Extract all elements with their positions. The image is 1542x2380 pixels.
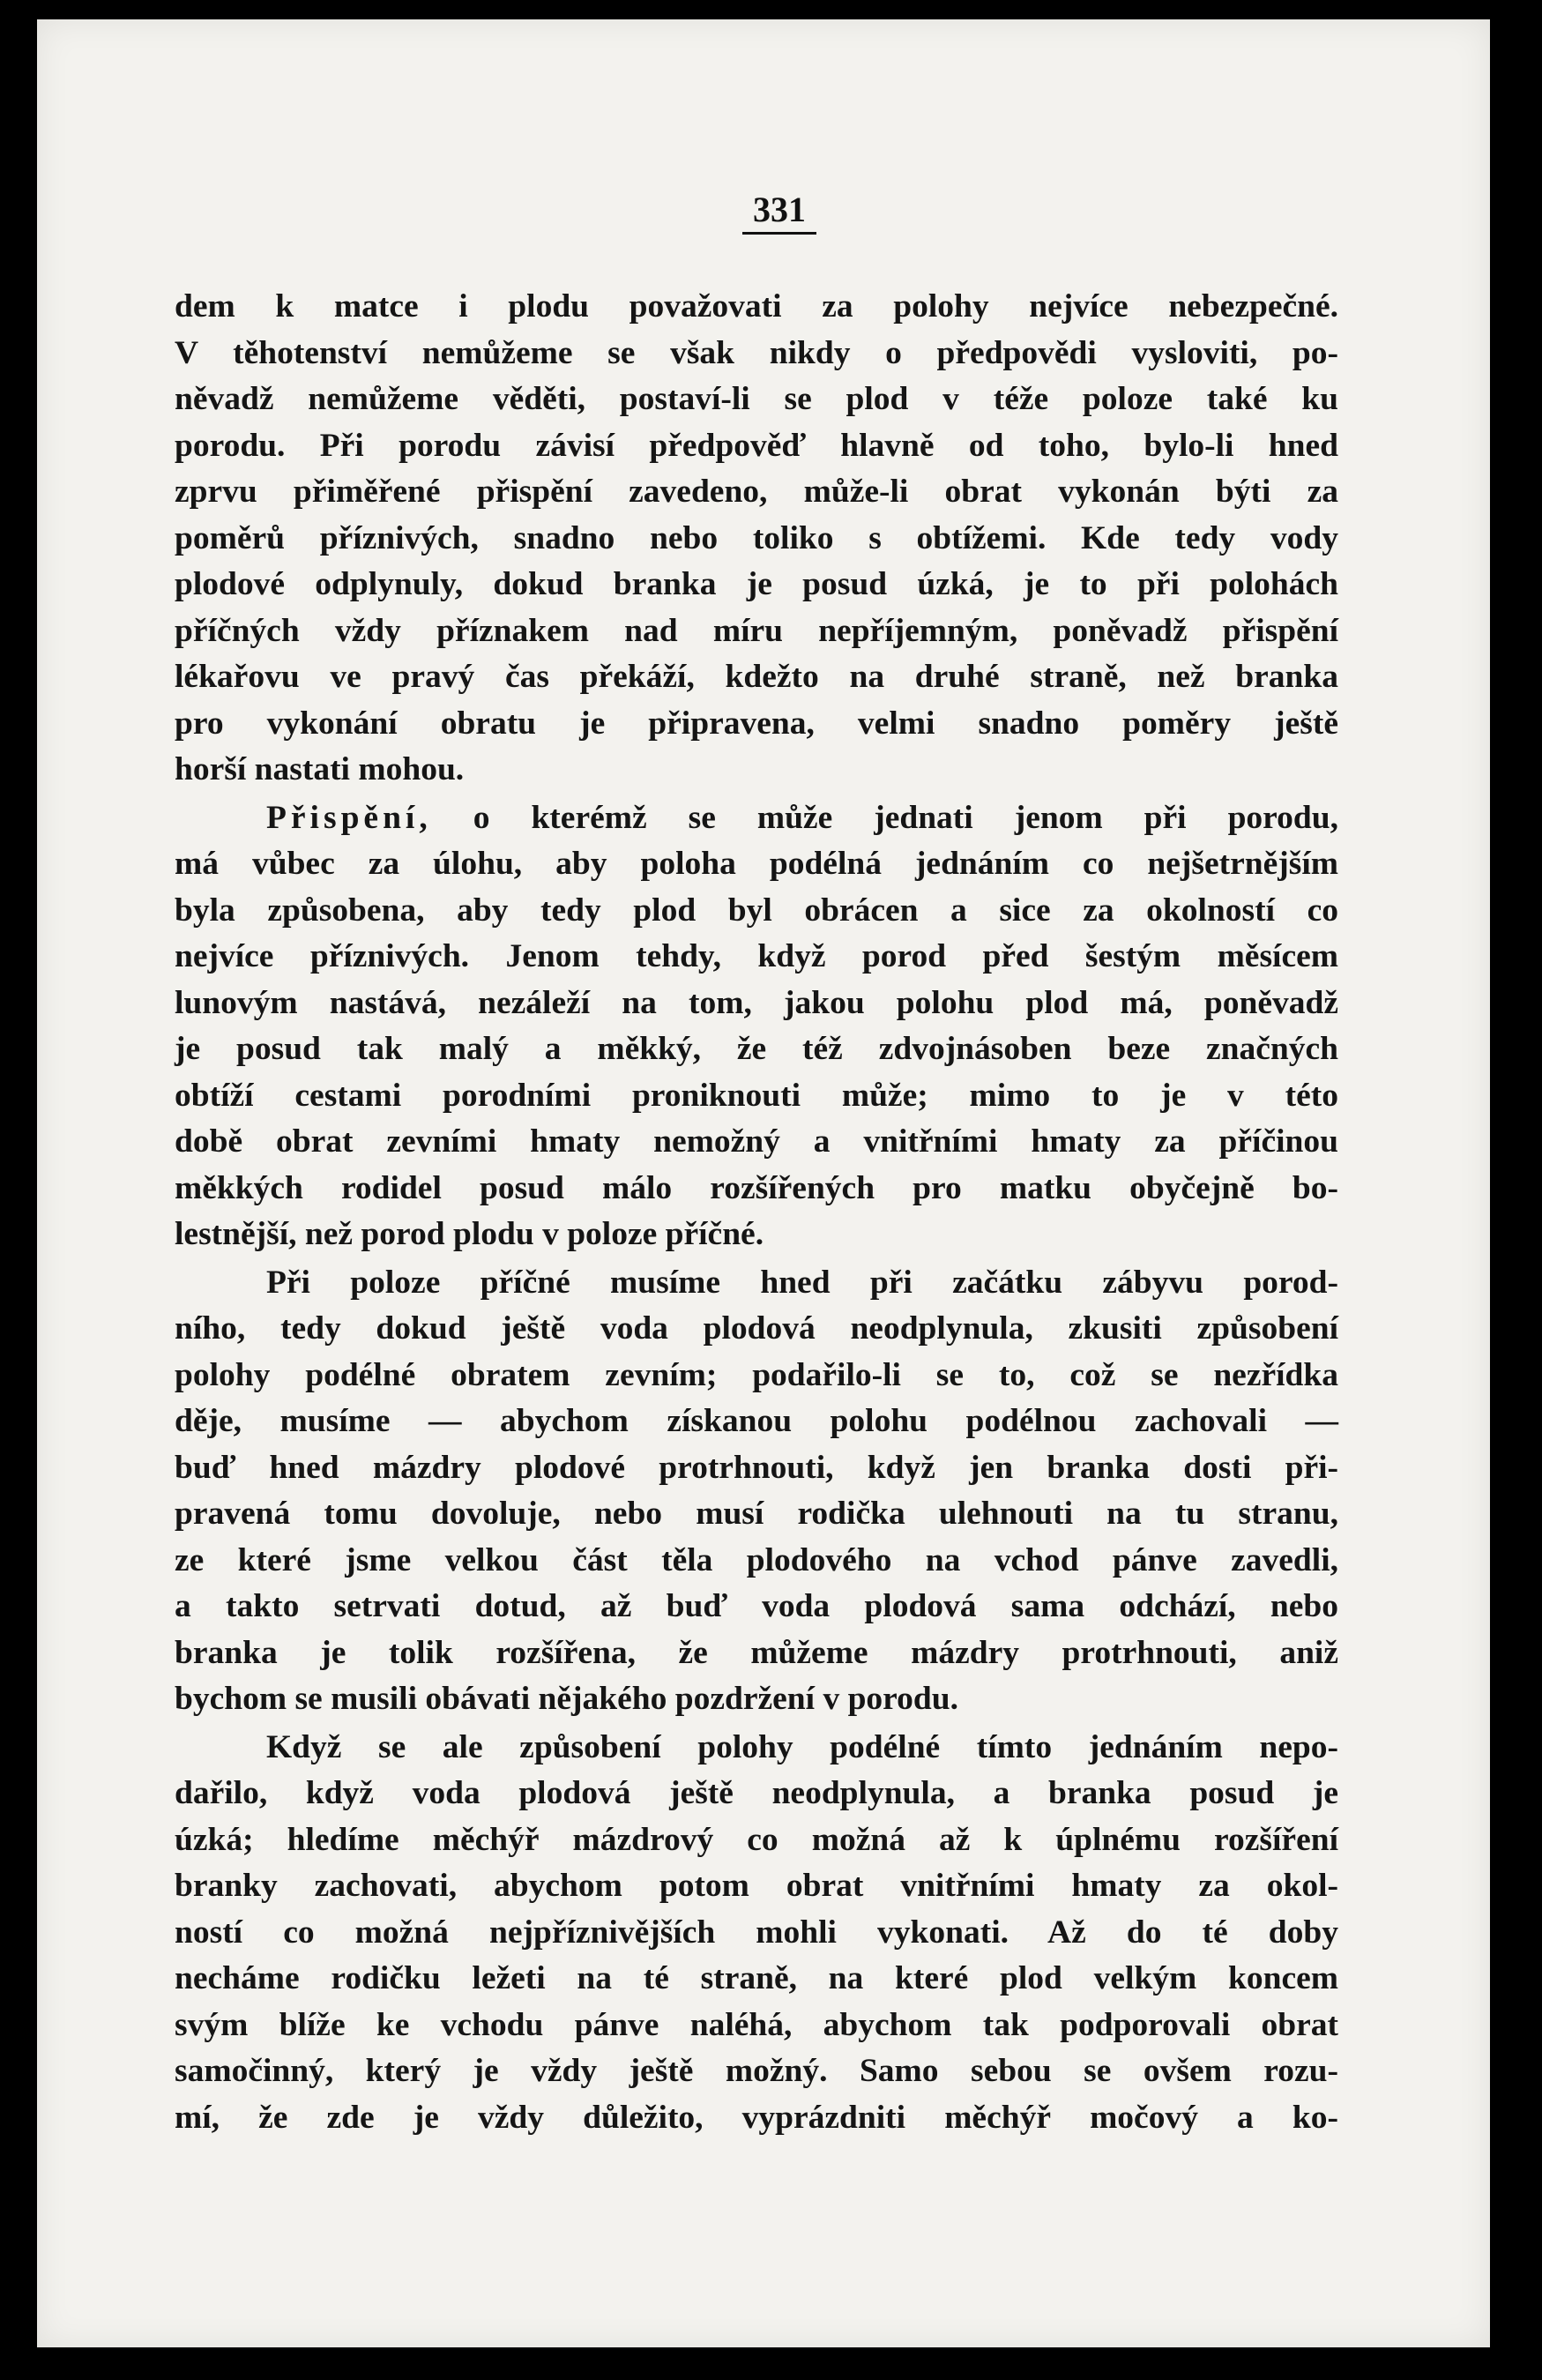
text-line: branka je tolik rozšířena, že můžeme mázdry protrhnouti, aniž: [175, 1634, 1338, 1671]
text-line: Při poloze příčné musíme hned při začátku zábyvu porod-: [266, 1264, 1338, 1301]
text-line: něvadž nemůžeme věděti, postaví-li se plod v téže poloze také ku: [175, 381, 1338, 417]
body-text: [175, 284, 1338, 2143]
text-line: svým blíže ke vchodu pánve naléhá, abychom tak podporovali obrat: [175, 2006, 1338, 2043]
text-line: Když se ale způsobení polohy podélné tímto jednáním nepo-: [266, 1728, 1338, 1765]
text-line: plodové odplynuly, dokud branka je posud úzká, je to při polohách: [175, 566, 1338, 602]
text-line: branky zachovati, abychom potom obrat vnitřními hmaty za okol-: [175, 1868, 1338, 1904]
text-line: ního, tedy dokud ještě voda plodová neodplynula, zkusiti způsobení: [175, 1310, 1338, 1347]
text-line: byla způsobena, aby tedy plod byl obrácen a sice za okolností co: [175, 892, 1338, 929]
text-line: lestnější, než porod plodu v poloze příčné.: [175, 1216, 764, 1252]
emphasized-term: Přispění,: [266, 799, 432, 836]
page-number: 331: [37, 189, 1490, 235]
text-line: polohy podélné obratem zevním; podařilo-li se to, což se nezřídka: [175, 1356, 1338, 1393]
text-line: dem k matce i plodu považovati za polohy nejvíce nebezpečné.: [175, 288, 1338, 325]
text-line: děje, musíme — abychom získanou polohu podélnou zachovali —: [175, 1403, 1338, 1439]
text-line: horší nastati mohou.: [175, 751, 465, 787]
text-line: poměrů příznivých, snadno nebo toliko s obtížemi. Kde tedy vody: [175, 519, 1338, 556]
text-line: pro vykonání obratu je připravena, velmi snadno poměry ještě: [175, 705, 1338, 742]
text-line: nejvíce příznivých. Jenom tehdy, když porod před šestým měsícem: [175, 938, 1338, 974]
text-line: necháme rodičku ležeti na té straně, na které plod velkým koncem: [175, 1960, 1338, 1996]
text-line: zprvu přiměřené přispění zavedeno, může-li obrat vykonán býti za: [175, 474, 1338, 510]
paragraph-3: [175, 1260, 1338, 1723]
text-line: buď hned mázdry plodové protrhnouti, když jen branka dosti při-: [175, 1449, 1338, 1486]
text-line: příčných vždy příznakem nad míru nepříjemným, poněvadž přispění: [175, 612, 1338, 649]
text-line: pravená tomu dovoluje, nebo musí rodička ulehnouti na tu stranu,: [175, 1496, 1338, 1532]
text-line: měkkých rodidel posud málo rozšířených pro matku obyčejně bo-: [175, 1169, 1338, 1206]
text-line: má vůbec za úlohu, aby poloha podélná jednáním co nejšetrnějším: [175, 846, 1338, 882]
text-line: V těhotenství nemůžeme se však nikdy o předpovědi vysloviti, po-: [175, 334, 1338, 371]
text-line: lékařovu ve pravý čas překáží, kdežto na druhé straně, než branka: [175, 659, 1338, 695]
text-line: úzká; hledíme měchýř mázdrový co možná až k úplnému rozšíření: [175, 1821, 1338, 1858]
text-line: ností co možná nejpříznivějších mohli vykonati. Až do té doby: [175, 1914, 1338, 1951]
text-line: ze které jsme velkou část těla plodového na vchod pánve zavedli,: [175, 1541, 1338, 1578]
paragraph-4: [175, 1725, 1338, 2142]
text-line: je posud tak malý a měkký, že též zdvojnásoben beze značných: [175, 1031, 1338, 1067]
text-line: době obrat zevními hmaty nemožný a vnitřními hmaty za příčinou: [175, 1123, 1338, 1160]
text-line: porodu. Při porodu závisí předpověď hlavně od toho, bylo-li hned: [175, 427, 1338, 464]
text-line: lunovým nastává, nezáleží na tom, jakou polohu plod má, poněvadž: [175, 984, 1338, 1021]
text-line: mí, že zde je vždy důležito, vyprázdniti měchýř močový a ko-: [175, 2099, 1338, 2136]
book-page: [37, 19, 1490, 2347]
text-line: samočinný, který je vždy ještě možný. Samo sebou se ovšem rozu-: [175, 2053, 1338, 2089]
text-line: bychom se musili obávati nějakého pozdržení v porodu.: [175, 1681, 958, 1717]
text-fragment: o kterémž se může jednati jenom při porodu,: [431, 799, 1338, 836]
paragraph-1: [175, 284, 1338, 794]
text-line: [175, 795, 1338, 842]
text-line: dařilo, když voda plodová ještě neodplynula, a branka posud je: [175, 1775, 1338, 1811]
paragraph-2: [175, 795, 1338, 1258]
text-line: a takto setrvati dotud, až buď voda plodová sama odchází, nebo: [175, 1588, 1338, 1624]
text-line: obtíží cestami porodními proniknouti může; mimo to je v této: [175, 1077, 1338, 1114]
